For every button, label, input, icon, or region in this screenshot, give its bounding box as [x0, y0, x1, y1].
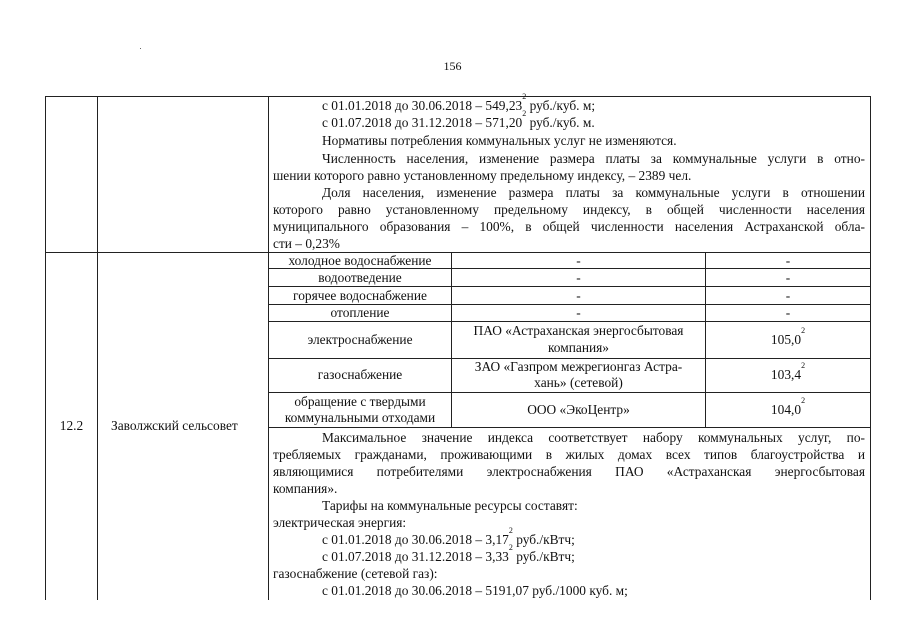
col-divider-1: [97, 96, 98, 600]
subtable-row-divider: [268, 392, 870, 393]
service-index: -: [785, 305, 791, 320]
norms-text: Нормативы потребления коммунальных услуг не изменяются.: [322, 133, 677, 148]
service-org: -: [576, 270, 581, 285]
service-org: компания»: [547, 340, 610, 355]
service-org: -: [576, 305, 581, 320]
col-divider-2: [268, 96, 269, 600]
row-number: 12.2: [59, 418, 84, 433]
service-org: -: [576, 288, 581, 303]
page-number: 156: [443, 59, 462, 73]
municipality-name: Заволжский сельсовет: [111, 418, 238, 433]
tariff-line: с 01.07.2018 до 31.12.2018 – 571,20$^2$ руб./куб. м.: [322, 109, 595, 130]
service-index: 104,0$^2$: [770, 396, 806, 417]
table-border-top: [45, 96, 871, 97]
tariff-line: с 01.01.2018 до 30.06.2018 – 549,23$^2$ руб./куб. м;: [322, 92, 596, 113]
service-org: ЗАО «Газпром межрегионгаз Астра-: [474, 359, 683, 374]
share-text: которого равно установленному предельному индексу, в общей численности населения: [273, 202, 865, 217]
service-index: -: [785, 288, 791, 303]
share-text: Доля населения, изменение размера платы за коммунальные услуги в отношении: [322, 185, 865, 200]
share-text: сти – 0,23%: [273, 236, 340, 251]
population-text: шении которого равно установленному предельному индексу, – 2389 чел.: [273, 168, 692, 183]
service-org: -: [576, 253, 581, 268]
tariff-line: с 01.01.2018 до 30.06.2018 – 5191,07 руб./1000 куб. м;: [322, 583, 628, 598]
service-name: отопление: [330, 305, 390, 320]
service-name: горячее водоснабжение: [293, 288, 427, 303]
service-name: электроснабжение: [307, 332, 413, 347]
tariff-line: с 01.01.2018 до 30.06.2018 – 3,17$^2$ руб./кВтч;: [322, 526, 575, 547]
service-name: холодное водоснабжение: [288, 253, 432, 268]
max-index-text: Максимальное значение индекса соответствует набору коммунальных услуг, по-: [322, 430, 865, 445]
max-index-text: компания».: [273, 481, 338, 496]
tariff-line: с 01.07.2018 до 31.12.2018 – 3,33$^2$ руб./кВтч;: [322, 543, 575, 564]
max-index-text: являющимися потребителями электроснабжения ПАО «Астраханская энергосбытовая: [273, 464, 865, 479]
table-border-left: [45, 96, 46, 600]
share-text: муниципального образования – 100%, в общей численности населения Астраханской обла-: [273, 219, 865, 234]
service-name: коммунальными отходами: [284, 410, 436, 425]
table-border-right: [870, 96, 871, 600]
service-index: 105,0$^2$: [770, 326, 806, 347]
subtable-row-divider: [268, 286, 870, 287]
service-name: газоснабжение: [317, 367, 403, 382]
subtable-bottom: [268, 427, 870, 428]
tariffs-heading: Тарифы на коммунальные ресурсы составят:: [322, 498, 578, 513]
subtable-row-divider: [268, 321, 870, 322]
service-org: ООО «ЭкоЦентр»: [527, 402, 630, 417]
service-org: хань» (сетевой): [534, 375, 623, 390]
gas-heading: газоснабжение (сетевой газ):: [273, 566, 438, 581]
service-org: ПАО «Астраханская энергосбытовая: [473, 323, 684, 338]
population-text: Численность населения, изменение размера платы за коммунальные услуги в отно-: [322, 151, 865, 166]
scan-speck: [140, 48, 141, 49]
service-index: -: [785, 270, 791, 285]
service-name: обращение с твердыми: [294, 394, 426, 409]
service-index: -: [785, 253, 791, 268]
max-index-text: требляемых гражданами, проживающими в жилых домах всех типов благоустройства и: [273, 447, 865, 462]
electric-heading: электрическая энергия:: [273, 515, 407, 530]
service-name: водоотведение: [318, 270, 402, 285]
service-index: 103,4$^2$: [770, 361, 806, 382]
